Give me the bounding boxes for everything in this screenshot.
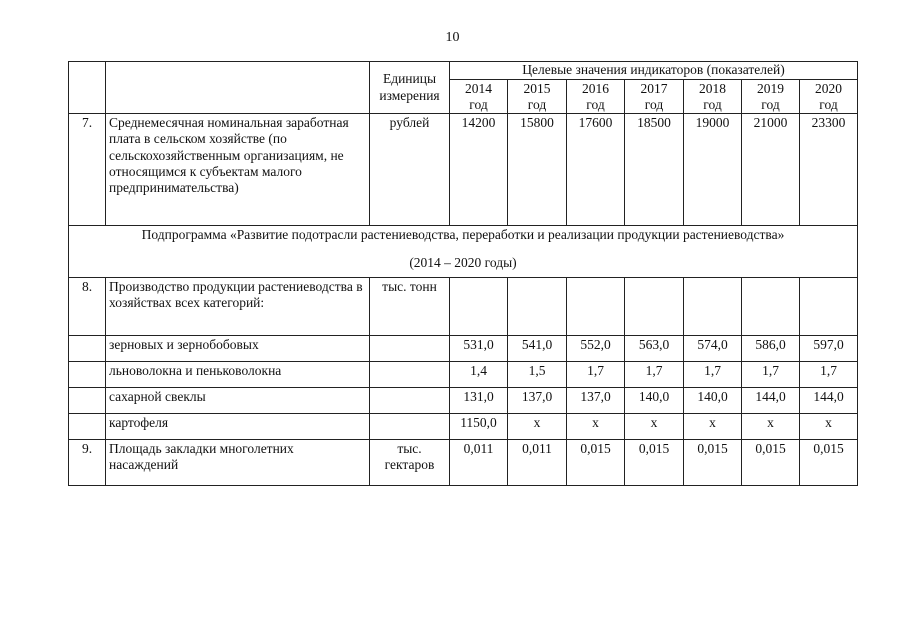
header-year-2018: 2018 год [684,80,742,114]
header-unit-line2: измерения [379,87,440,103]
value-cell: 140,0 [684,387,742,413]
value-cell: 144,0 [800,387,858,413]
header-num-cell [69,62,106,114]
table-row-beet [69,387,858,413]
row-number-empty [69,335,106,361]
value-cell: 0,015 [684,439,742,485]
value-cell: х [625,413,684,439]
value-cell: 18500 [625,114,684,226]
row-unit-empty [370,413,450,439]
subprogram-period: (2014 – 2020 годы) [409,255,517,271]
value-cell: х [567,413,625,439]
value-cell: 14200 [450,114,508,226]
row-indicator-name: Площадь закладки многолетних насаждений [106,439,370,485]
header-unit-line1: Единицы [382,71,437,87]
header-year-2015: 2015 год [508,80,567,114]
value-cell: 131,0 [450,387,508,413]
table-row-8 [69,277,858,335]
subprogram-heading [69,226,858,277]
row-indicator-name: картофеля [106,413,370,439]
value-cell: 0,015 [800,439,858,485]
header-year-2019: 2019 год [742,80,800,114]
value-cell: 19000 [684,114,742,226]
value-cell-empty [625,277,684,335]
value-cell: 17600 [567,114,625,226]
value-cell: 140,0 [625,387,684,413]
value-cell: 1,5 [508,361,567,387]
value-cell: 1,7 [684,361,742,387]
row-number: 7. [69,114,106,226]
value-cell: 1,7 [800,361,858,387]
value-cell: 552,0 [567,335,625,361]
value-cell-empty [684,277,742,335]
value-cell: 541,0 [508,335,567,361]
table-row-grain [69,335,858,361]
value-cell: 0,015 [742,439,800,485]
value-cell: 574,0 [684,335,742,361]
table-row-7 [69,114,858,226]
value-cell-empty [800,277,858,335]
row-number-empty [69,413,106,439]
header-row-top [69,62,858,80]
value-cell: 137,0 [567,387,625,413]
row-indicator-name: сахарной свеклы [106,387,370,413]
row-unit: тыс. гектаров [370,439,450,485]
value-cell: х [742,413,800,439]
value-cell: 1150,0 [450,413,508,439]
value-cell: х [684,413,742,439]
value-cell: х [800,413,858,439]
value-cell: 1,4 [450,361,508,387]
header-name-cell [106,62,370,114]
header-unit-cell [370,62,450,114]
value-cell: 1,7 [625,361,684,387]
page-number: 10 [445,30,460,45]
indicators-table [68,61,858,486]
row-unit-empty [370,361,450,387]
value-cell: 1,7 [742,361,800,387]
row-number-empty [69,387,106,413]
value-cell: 23300 [800,114,858,226]
value-cell: 1,7 [567,361,625,387]
value-cell: х [508,413,567,439]
row-indicator-name: льноволокна и пеньковолокна [106,361,370,387]
value-cell: 0,015 [567,439,625,485]
row-indicator-name: зерновых и зернобобовых [106,335,370,361]
header-year-2020: 2020 год [800,80,858,114]
row-unit: рублей [370,114,450,226]
value-cell: 586,0 [742,335,800,361]
value-cell: 21000 [742,114,800,226]
header-year-2014: 2014 год [450,80,508,114]
subprogram-section-row [69,226,858,277]
row-number: 8. [69,277,106,335]
table-row-potato [69,413,858,439]
value-cell: 15800 [508,114,567,226]
row-indicator-name: Среднемесячная номинальная заработная плата в сельском хозяйстве (по сельскохозяйственным организациям, не относящимся к субъектам малого предпринимательства) [106,114,370,226]
value-cell: 0,015 [625,439,684,485]
value-cell-empty [742,277,800,335]
row-number: 9. [69,439,106,485]
table-row-9 [69,439,858,485]
value-cell: 144,0 [742,387,800,413]
header-year-2016: 2016 год [567,80,625,114]
value-cell: 531,0 [450,335,508,361]
header-target-values: Целевые значения индикаторов (показателей) [450,62,858,80]
row-unit-empty [370,387,450,413]
row-number-empty [69,361,106,387]
value-cell-empty [508,277,567,335]
subprogram-title: Подпрограмма «Развитие подотрасли растениеводства, переработки и реализации продукции растениеводства» [141,227,785,243]
value-cell-empty [450,277,508,335]
value-cell-empty [567,277,625,335]
value-cell: 0,011 [508,439,567,485]
value-cell: 597,0 [800,335,858,361]
table-row-flax [69,361,858,387]
value-cell: 137,0 [508,387,567,413]
row-indicator-name: Производство продукции растениеводства в хозяйствах всех категорий: [106,277,370,335]
header-year-2017: 2017 год [625,80,684,114]
value-cell: 563,0 [625,335,684,361]
row-unit: тыс. тонн [370,277,450,335]
value-cell: 0,011 [450,439,508,485]
row-unit-empty [370,335,450,361]
